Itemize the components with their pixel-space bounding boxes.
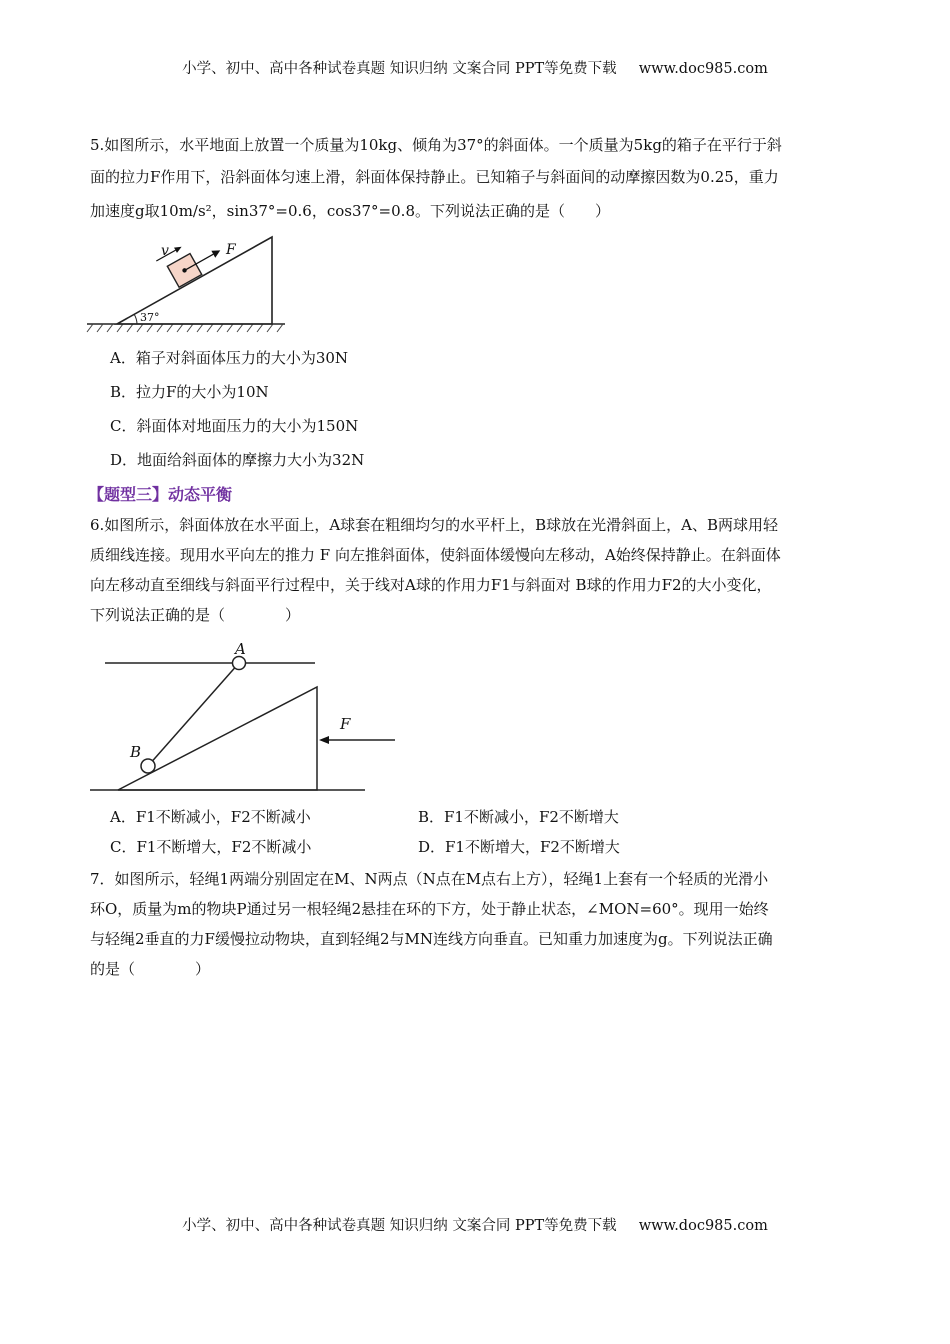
footer-text: 小学、初中、高中各种试卷真题 知识归纳 文案合同 PPT等免费下载	[182, 1218, 617, 1234]
q5-option-d: D．地面给斜面体的摩擦力大小为32N	[110, 451, 365, 469]
q7-line-4: 的是（ ）	[90, 960, 211, 978]
header-text: 小学、初中、高中各种试卷真题 知识归纳 文案合同 PPT等免费下载	[182, 61, 617, 77]
q6-F-label: F	[340, 715, 351, 733]
q6-line-3: 向左移动直至细线与斜面平行过程中，关于线对A球的作用力F1与斜面对 B球的作用力F2的大小变化，	[90, 576, 772, 594]
q6-rod-incline-figure	[85, 637, 405, 797]
q6-option-a: A．F1不断减小，F2不断减小	[110, 808, 311, 826]
q5-angle-label: 37°	[140, 311, 160, 324]
q5-v-label: v	[161, 243, 169, 259]
q6-B-label: B	[130, 743, 142, 761]
q6-line-1: 6.如图所示，斜面体放在水平面上，A球套在粗细均匀的水平杆上，B球放在光滑斜面上，A、B两球用轻	[90, 516, 779, 534]
q5-option-a: A．箱子对斜面体压力的大小为30N	[110, 349, 349, 367]
q6-A-label: A	[235, 640, 246, 658]
q7-line-3: 与轻绳2垂直的力F缓慢拉动物块，直到轻绳2与MN连线方向垂直。已知重力加速度为g。下列说法正确	[90, 930, 773, 948]
q5-incline-figure	[85, 232, 295, 337]
q6-option-b: B．F1不断减小，F2不断增大	[418, 808, 619, 826]
q5-line-3: 加速度g取10m/s²，sin37°=0.6，cos37°=0.8。下列说法正确的是（ ）	[90, 202, 610, 220]
q6-line-2: 质细线连接。现用水平向左的推力 F 向左推斜面体，使斜面体缓慢向左移动，A始终保持静止。在斜面体	[90, 546, 781, 564]
header-site-link[interactable]: www.doc985.com	[638, 61, 768, 77]
q7-line-1: 7．如图所示，轻绳1两端分别固定在M、N两点（N点在M点右上方），轻绳1上套有一个轻质的光滑小	[90, 870, 769, 888]
q5-F-label: F	[226, 242, 236, 258]
q5-line-2: 面的拉力F作用下，沿斜面体匀速上滑，斜面体保持静止。已知箱子与斜面间的动摩擦因数为0.25，重力	[90, 168, 779, 186]
page-header	[0, 57, 950, 78]
q7-line-2: 环O，质量为m的物块P通过另一根轻绳2悬挂在环的下方，处于静止状态，∠MON=60°。现用一始终	[90, 900, 769, 918]
page-footer	[0, 1214, 950, 1235]
q6-line-4: 下列说法正确的是（ ）	[90, 606, 301, 624]
q5-option-c: C．斜面体对地面压力的大小为150N	[110, 417, 359, 435]
q6-option-c: C．F1不断增大，F2不断减小	[110, 838, 312, 856]
footer-site-link[interactable]: www.doc985.com	[638, 1218, 768, 1234]
section-title: 【题型三】动态平衡	[88, 485, 233, 504]
q6-option-d: D．F1不断增大，F2不断增大	[418, 838, 620, 856]
q5-line-1: 5.如图所示，水平地面上放置一个质量为10kg、倾角为37°的斜面体。一个质量为5kg的箱子在平行于斜	[90, 136, 782, 154]
q5-option-b: B．拉力F的大小为10N	[110, 383, 269, 401]
